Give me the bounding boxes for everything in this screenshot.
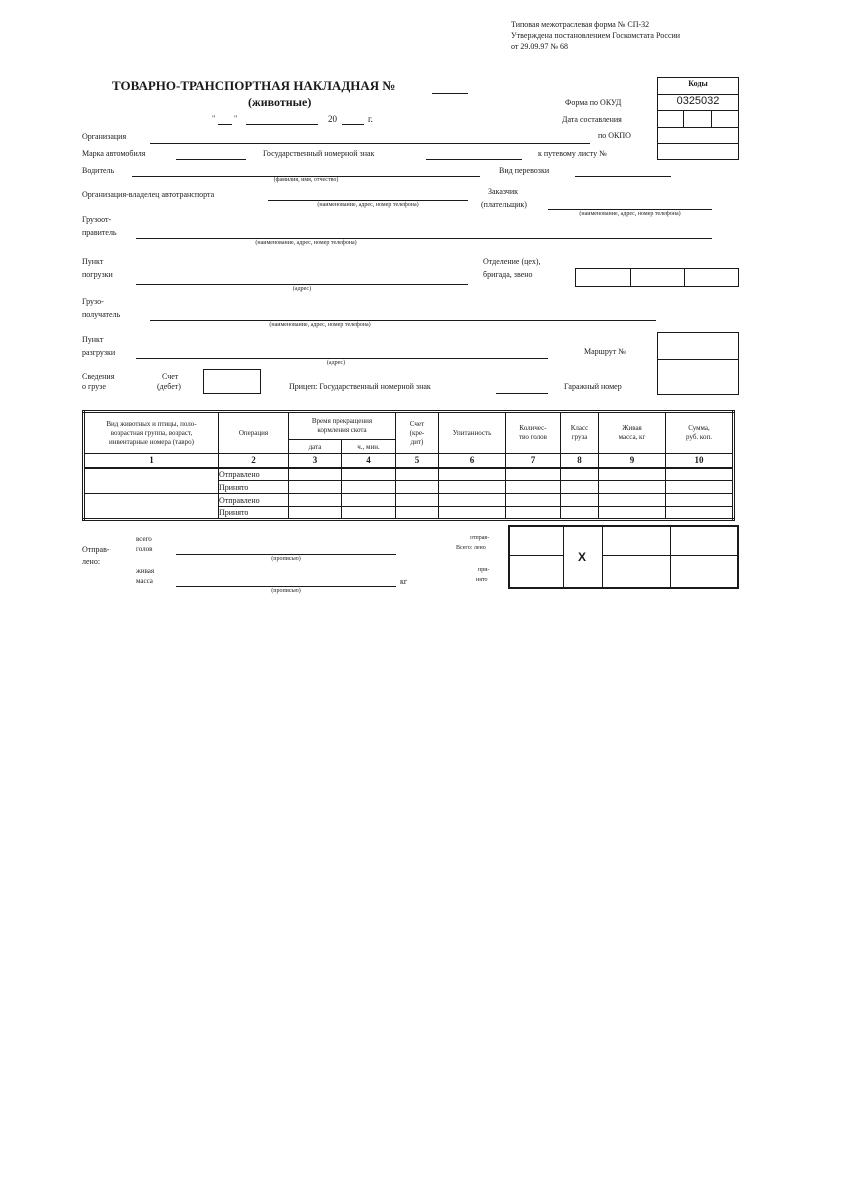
cargo-class-x-mark: X: [578, 550, 587, 564]
table-row-2-animal[interactable]: [84, 494, 219, 520]
totals-sent-label: отправ-: [470, 535, 490, 541]
live-mass-label-2: масса: [136, 577, 153, 585]
owner-org-caption: (наименование, адрес, номер телефона): [317, 202, 419, 208]
driver-caption: (фамилия, имя, отчество): [273, 177, 339, 183]
totals-received-label-2: нято: [476, 577, 488, 583]
receiver-label-1: Грузо-: [82, 297, 104, 306]
organization-label: Организация: [82, 132, 127, 141]
customer-label: Заказчик: [488, 187, 519, 196]
live-mass-label-1: живая: [136, 567, 155, 575]
col5-header-line3: дит): [410, 437, 424, 446]
col-live-weight-header: [599, 412, 666, 454]
col9-header-line1: Живая: [622, 424, 642, 432]
car-brand-input-line[interactable]: [176, 159, 246, 160]
table-cell[interactable]: [506, 507, 561, 520]
trailer-number-input-line[interactable]: [496, 393, 548, 394]
col8-header-line2: груза: [571, 433, 588, 441]
receiver-caption: (наименование, адрес, номер телефона): [269, 322, 371, 328]
receiver-input-line[interactable]: [150, 320, 656, 321]
department-box-divider-2: [684, 269, 685, 286]
col34-header-line1: Время прекращения: [311, 417, 373, 425]
col-date-header: дата: [289, 440, 342, 454]
customer-input-line[interactable]: [548, 209, 712, 210]
table-cell[interactable]: [561, 507, 599, 520]
animals-table: [82, 410, 735, 521]
table-cell[interactable]: [506, 494, 561, 507]
table-cell[interactable]: [289, 468, 342, 481]
route-garage-divider: [658, 359, 738, 360]
cargo-info-label-1: Сведения: [82, 372, 115, 381]
table-cell[interactable]: [666, 507, 734, 520]
table-cell[interactable]: [561, 481, 599, 494]
total-heads-label-2: голов: [136, 545, 153, 553]
loading-point-input-line[interactable]: [136, 284, 468, 285]
col9-header-line2: масса, кг: [618, 433, 646, 441]
col-time-header: ч., мин.: [342, 440, 396, 454]
totals-divider-3: [670, 526, 671, 588]
col5-header-line2: (кре-: [409, 428, 425, 437]
date-year-suffix: г.: [368, 114, 373, 124]
garage-number-label: Гаражный номер: [564, 382, 622, 391]
table-cell[interactable]: [396, 507, 439, 520]
state-number-label: Государственный номерной знак: [263, 149, 375, 158]
loading-point-caption: (адрес): [292, 286, 312, 292]
op-sent-2: Отправлено: [219, 494, 289, 507]
table-cell[interactable]: [506, 468, 561, 481]
codes-divider-2: [658, 127, 738, 128]
table-cell[interactable]: [289, 481, 342, 494]
approval-note: Утверждена постановлением Госкомстата России: [511, 31, 681, 40]
sent-label-2: лено:: [82, 557, 101, 566]
col-number-2: 2: [219, 454, 289, 468]
table-cell[interactable]: [666, 494, 734, 507]
loading-point-label-2: погрузки: [82, 270, 113, 279]
col-number-8: 8: [561, 454, 599, 468]
document-subtitle: (животные): [248, 95, 312, 109]
table-cell[interactable]: [439, 507, 506, 520]
cargo-info-label-2: о грузе: [82, 382, 106, 391]
table-cell[interactable]: [439, 494, 506, 507]
table-cell[interactable]: [599, 468, 666, 481]
table-cell[interactable]: [599, 507, 666, 520]
date-year-prefix: 20: [328, 114, 337, 124]
totals-divider-1: [563, 526, 564, 588]
table-cell[interactable]: [396, 468, 439, 481]
col1-header-line3: инвентарные номера (тавро): [109, 437, 194, 446]
col-number-1: 1: [84, 454, 219, 468]
sender-caption: (наименование, адрес, номер телефона): [255, 240, 357, 246]
sender-label-1: Грузоот-: [82, 215, 112, 224]
document-title: ТОВАРНО-ТРАНСПОРТНАЯ НАКЛАДНАЯ №: [112, 78, 396, 93]
kg-unit: кг: [400, 577, 408, 586]
okud-label: Форма по ОКУД: [565, 98, 622, 107]
table-cell[interactable]: [342, 494, 396, 507]
debit-account-label-1: Счет: [162, 372, 179, 381]
table-cell[interactable]: [289, 494, 342, 507]
date-year-line[interactable]: [342, 124, 364, 125]
totals-h-divider-2: [603, 555, 738, 556]
col-number-7: 7: [506, 454, 561, 468]
transport-type-input-line[interactable]: [575, 176, 671, 177]
col-number-4: 4: [342, 454, 396, 468]
department-label-2: бригада, звено: [483, 270, 533, 279]
table-cell[interactable]: [599, 481, 666, 494]
date-code-divider-1: [683, 110, 684, 127]
live-mass-caption: (прописью): [271, 588, 301, 594]
total-heads-label-1: всего: [136, 535, 152, 543]
op-received-1: Принято: [219, 481, 289, 494]
total-heads-input-line[interactable]: [176, 554, 396, 555]
okud-code-value: 0325032: [676, 95, 720, 107]
table-cell[interactable]: [599, 494, 666, 507]
live-mass-input-line[interactable]: [176, 586, 396, 587]
codes-divider-3: [658, 143, 738, 144]
department-code-boxes[interactable]: [575, 268, 739, 287]
date-month-line[interactable]: [246, 124, 318, 125]
date-open-quote: ": [212, 114, 216, 123]
sender-input-line[interactable]: [136, 238, 712, 239]
table-cell[interactable]: [396, 494, 439, 507]
col7-header-line1: Количес-: [519, 424, 547, 432]
totals-box: [508, 525, 739, 589]
table-cell[interactable]: [666, 468, 734, 481]
table-cell[interactable]: [342, 481, 396, 494]
codes-divider-1: [658, 110, 738, 111]
route-garage-box[interactable]: [657, 332, 739, 395]
table-cell[interactable]: [289, 507, 342, 520]
col-number-3: 3: [289, 454, 342, 468]
owner-org-input-line[interactable]: [268, 200, 468, 201]
state-number-input-line[interactable]: [426, 159, 522, 160]
col-number-10: 10: [666, 454, 734, 468]
col10-header-line1: Сумма,: [688, 424, 710, 432]
totals-h-divider-1: [509, 555, 563, 556]
col-sum-header: [666, 412, 734, 454]
department-box-divider-1: [630, 269, 631, 286]
col-feeding-stop-header: [289, 412, 396, 440]
receiver-label-2: получатель: [82, 310, 121, 319]
col1-header-line1: Вид животных и птицы, поло-: [106, 419, 197, 428]
col34-header-line2: кормления скота: [317, 426, 367, 434]
date-code-divider-2: [711, 110, 712, 127]
col-head-count-header: [506, 412, 561, 454]
car-brand-label: Марка автомобиля: [82, 149, 146, 158]
col7-header-line2: тво голов: [519, 433, 547, 441]
table-cell[interactable]: [561, 494, 599, 507]
driver-label: Водитель: [82, 166, 115, 175]
compile-date-label: Дата составления: [562, 115, 622, 124]
trailer-label: Прицеп: Государственный номерной знак: [289, 382, 431, 391]
transport-type-label: Вид перевозки: [499, 166, 550, 175]
department-label-1: Отделение (цех),: [483, 257, 541, 266]
col-number-6: 6: [439, 454, 506, 468]
col-number-9: 9: [599, 454, 666, 468]
table-cell[interactable]: [439, 468, 506, 481]
sent-label-1: Отправ-: [82, 545, 110, 554]
table-cell[interactable]: [396, 481, 439, 494]
col-credit-header: [396, 412, 439, 454]
table-cell[interactable]: [439, 481, 506, 494]
loading-point-label-1: Пункт: [82, 257, 104, 266]
debit-account-label-2: (дебет): [157, 382, 181, 391]
table-cell[interactable]: [342, 507, 396, 520]
document-number-line[interactable]: [432, 93, 468, 94]
owner-org-label: Организация-владелец автотранспорта: [82, 190, 215, 199]
table-cell[interactable]: [506, 481, 561, 494]
totals-total-label: Всего: лено: [456, 545, 486, 551]
op-received-2: Принято: [219, 507, 289, 520]
col8-header-line1: Класс: [570, 424, 589, 432]
date-close-quote: ": [234, 114, 238, 123]
op-sent-1: Отправлено: [219, 468, 289, 481]
totals-divider-2: [602, 526, 603, 588]
approval-date-note: от 29.09.97 № 68: [511, 42, 569, 51]
unloading-point-label-2: разгрузки: [82, 348, 116, 357]
col-fatness-header: Упитанность: [439, 412, 506, 454]
table-cell[interactable]: [666, 481, 734, 494]
total-heads-caption: (прописью): [271, 556, 301, 562]
organization-input-line[interactable]: [150, 143, 590, 144]
table-row-1-animal[interactable]: [84, 468, 219, 494]
table-cell[interactable]: [342, 468, 396, 481]
col1-header-line2: возрастная группа, возраст,: [110, 428, 193, 437]
col-cargo-class-header: [561, 412, 599, 454]
debit-account-box[interactable]: [203, 369, 261, 394]
col5-header-line1: Счет: [409, 419, 425, 428]
okpo-label: по ОКПО: [598, 131, 631, 140]
unloading-point-caption: (адрес): [326, 360, 346, 366]
totals-received-label-1: при-: [478, 567, 490, 573]
customer-caption: (наименование, адрес, номер телефона): [579, 211, 681, 217]
unloading-point-input-line[interactable]: [136, 358, 548, 359]
col-operation-header: Операция: [219, 412, 289, 454]
unloading-point-label-1: Пункт: [82, 335, 104, 344]
codes-header: Коды: [688, 79, 708, 88]
table-cell[interactable]: [561, 468, 599, 481]
sender-label-2: правитель: [82, 228, 117, 237]
form-type-note: Типовая межотраслевая форма № СП-32: [511, 20, 650, 29]
col-number-5: 5: [396, 454, 439, 468]
date-day-line[interactable]: [218, 124, 232, 125]
col10-header-line2: руб. коп.: [686, 433, 712, 441]
customer-payer-label: (плательщик): [481, 200, 527, 209]
waybill-label: к путевому листу №: [538, 149, 607, 158]
col-animal-type-header: [84, 412, 219, 454]
route-label: Маршрут №: [584, 347, 626, 356]
